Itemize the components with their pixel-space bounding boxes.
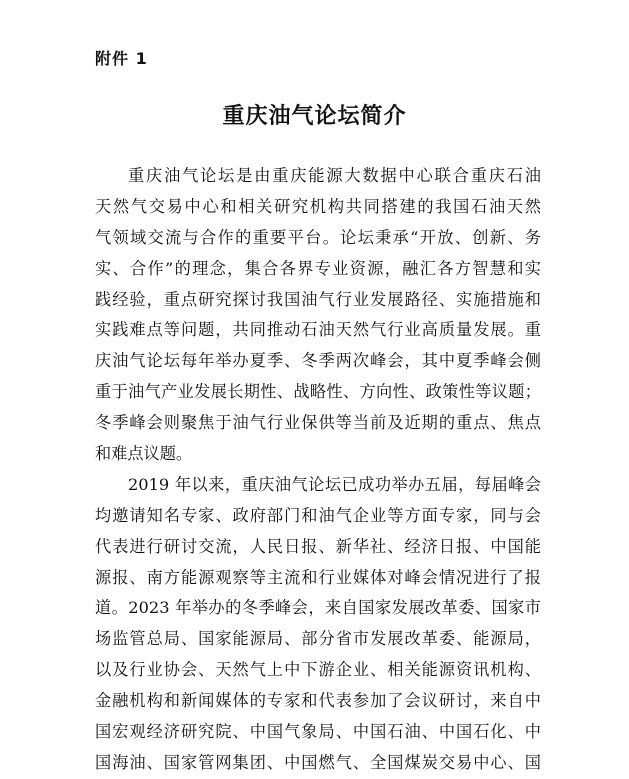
paragraph-2-line-10: 国海油、国家管网集团、中国燃气、全国煤炭交易中心、国 <box>95 752 541 772</box>
paragraph-1-line-5: 践经验，重点研究探讨我国油气行业发展路径、实施措施和 <box>95 289 541 309</box>
document-title: 重庆油气论坛简介 <box>222 104 407 129</box>
paragraph-2-line-1: 2019 年以来，重庆油气论坛已成功举办五届，每届峰会 <box>128 474 541 494</box>
paragraph-1-line-10: 和难点议题。 <box>95 444 193 464</box>
paragraph-2-line-9: 国宏观经济研究院、中国气象局、中国石油、中国石化、中 <box>95 722 541 742</box>
attachment-label: 附件 1 <box>95 49 148 68</box>
paragraph-2-line-8: 金融机构和新闻媒体的专家和代表参加了会议研讨，来自中 <box>95 691 541 711</box>
paragraph-2-line-7: 以及行业协会、天然气上中下游企业、相关能源资讯机构、 <box>95 660 541 680</box>
body-text <box>95 161 541 779</box>
paragraph-2-line-5: 道。2023 年举办的冬季峰会，来自国家发展改革委、国家市 <box>95 598 541 618</box>
paragraph-2-line-3: 代表进行研讨交流，人民日报、新华社、经济日报、中国能 <box>95 536 541 556</box>
paragraph-1-line-9: 冬季峰会则聚焦于油气行业保供等当前及近期的重点、焦点 <box>95 413 541 433</box>
paragraph-1-line-4: 实、合作”的理念，集合各界专业资源，融汇各方智慧和实 <box>95 258 541 278</box>
paragraph-1-line-1: 重庆油气论坛是由重庆能源大数据中心联合重庆石油 <box>128 166 541 185</box>
paragraph-1-line-3: 气领域交流与合作的重要平台。论坛秉承“开放、创新、务 <box>95 227 541 247</box>
paragraph-2-line-4: 源报、南方能源观察等主流和行业媒体对峰会情况进行了报 <box>95 567 541 587</box>
paragraph-1-line-7: 庆油气论坛每年举办夏季、冬季两次峰会，其中夏季峰会侧 <box>95 351 541 371</box>
paragraph-1-line-8: 重于油气产业发展长期性、战略性、方向性、政策性等议题； <box>95 382 541 402</box>
paragraph-1-line-2: 天然气交易中心和相关研究机构共同搭建的我国石油天然 <box>95 196 541 216</box>
paragraph-2-line-2: 均邀请知名专家、政府部门和油气企业等方面专家，同与会 <box>95 505 541 525</box>
paragraph-2-line-6: 场监管总局、国家能源局、部分省市发展改革委、能源局， <box>95 629 541 649</box>
paragraph-1-line-6: 实践难点等问题，共同推动石油天然气行业高质量发展。重 <box>95 320 541 340</box>
